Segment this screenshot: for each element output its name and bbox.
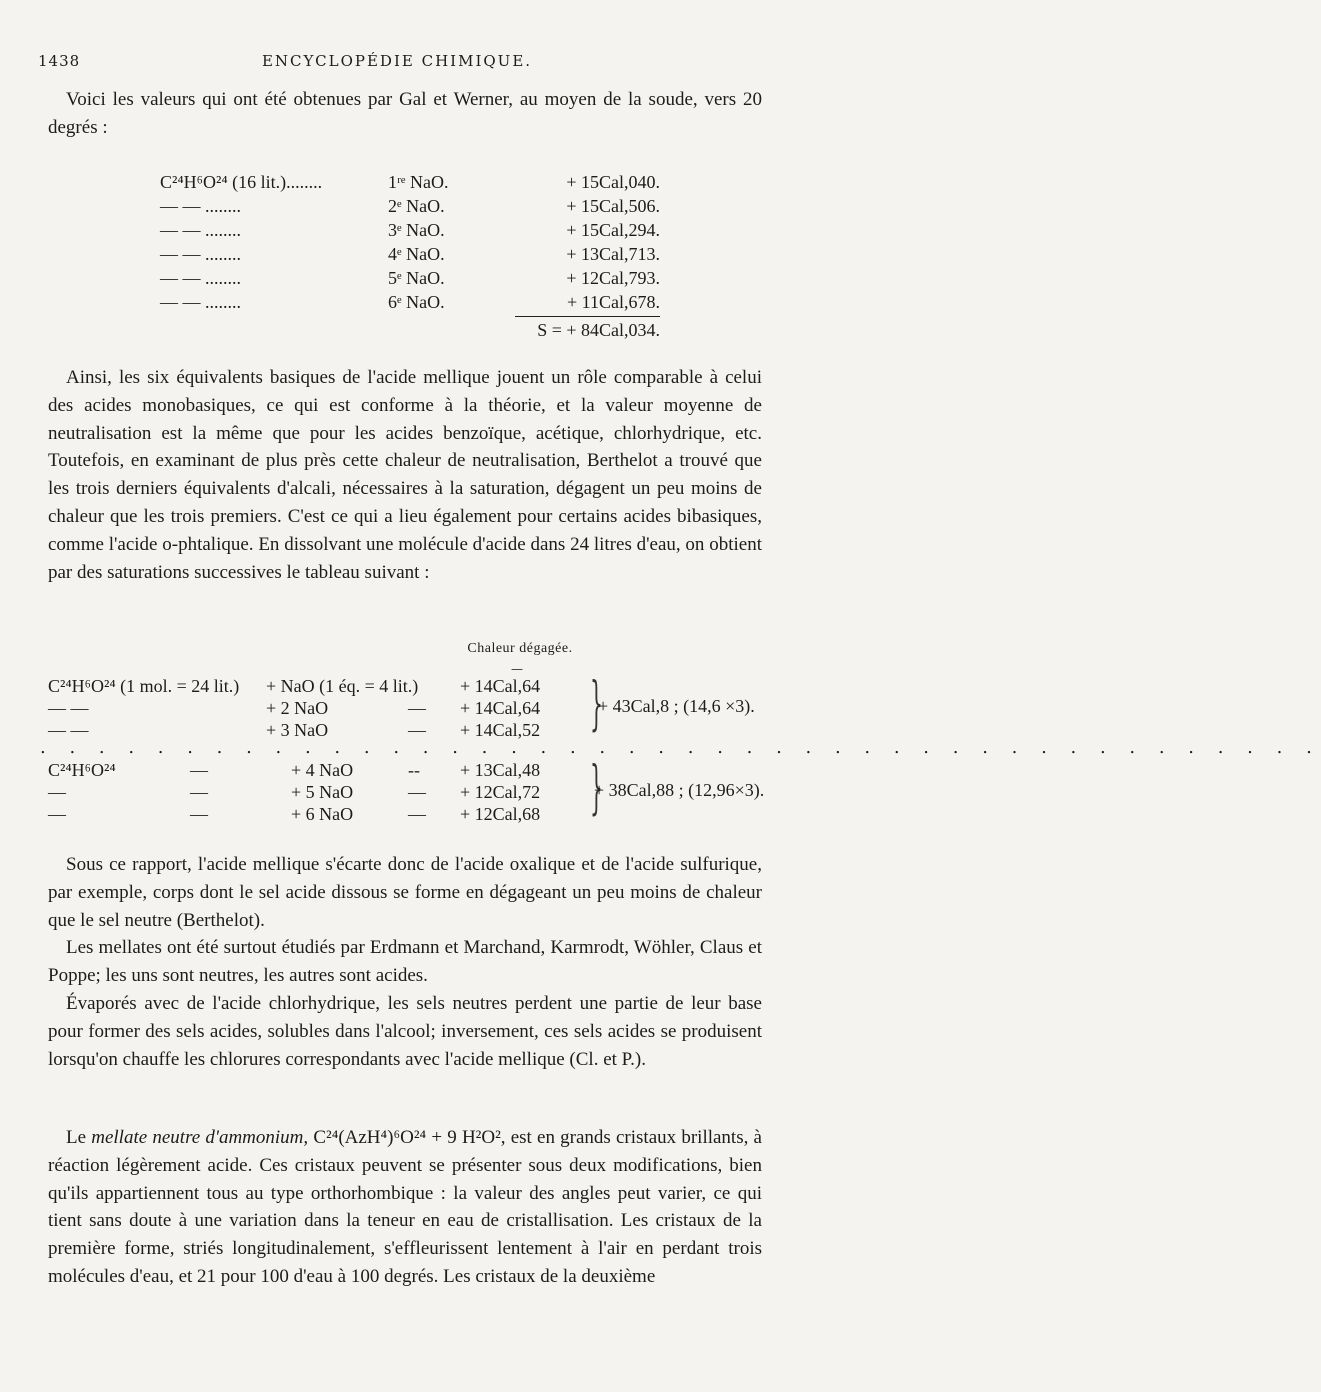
sum-total: S = + 84Cal,034. bbox=[537, 320, 660, 340]
heat-table-cell-a: — — bbox=[48, 720, 89, 740]
heat-table-cell-a2: — bbox=[190, 782, 208, 802]
formula-ammonium-mellate: C²⁴(AzH⁴)⁶O²⁴ + 9 H²O², bbox=[308, 1127, 506, 1148]
group-1-total: + 43Cal,8 ; (14,6 ×3). bbox=[598, 696, 755, 716]
paragraph-mellates-text: Les mellates ont été surtout étudiés par Erdmann et Marchand, Karmrodt, Wöhler, Claus et Poppe; les uns sont neutres, les autres sont acides. bbox=[48, 937, 762, 986]
table1-row bbox=[160, 242, 660, 266]
table1-heat-value: + 15Cal,506. bbox=[566, 196, 660, 216]
table1-row bbox=[160, 170, 660, 194]
heat-table-cell-d: + 14Cal,52 bbox=[460, 720, 541, 740]
heat-table-cell-a2: — bbox=[190, 804, 208, 824]
heat-table-cell-a: — — bbox=[48, 698, 89, 718]
sum-rule bbox=[515, 316, 660, 317]
paragraph-ainsi-text: Ainsi, les six équivalents basiques de l'acide mellique jouent un rôle comparable à celui des acides monobasiques, ce qui est conforme à la théorie, et la valeur moyenne de neutralisation est la même que pour les acides benzoïque, acétique, chlorhydrique, etc. Toutefois, en examinant de plus près cette chaleur de neutralisation, Berthelot a trouvé que les trois derniers équivalents d'alcali, nécessaires à la saturation, dégagent un peu moins de chaleur que les trois premiers. C'est ce qui a lieu également pour certains acides bibasiques, comme l'acide o-phtalique. En dissolvant une molécule d'acide dans 24 litres d'eau, on obtient par des saturations successives le tableau suivant : bbox=[48, 367, 762, 583]
heat-table-cell-c: — bbox=[408, 804, 426, 824]
brace-group-1: } bbox=[589, 669, 603, 737]
heat-column-header: Chaleur dégagée. bbox=[467, 641, 573, 656]
table1-row bbox=[160, 194, 660, 218]
table1-compound: — — ........ bbox=[160, 292, 241, 312]
table1-compound: — — ........ bbox=[160, 220, 241, 240]
paragraph-ainsi bbox=[48, 364, 762, 586]
paragraph-mellates bbox=[48, 934, 762, 990]
heat-table-cell-a: — bbox=[48, 804, 66, 824]
heat-table-cell-d: + 14Cal,64 bbox=[460, 676, 541, 696]
running-title: ENCYCLOPÉDIE CHIMIQUE. bbox=[261, 52, 533, 70]
table1-compound: C²⁴H⁶O²⁴ (16 lit.)........ bbox=[160, 172, 323, 192]
intro-text: Voici les valeurs qui ont été obtenues par Gal et Werner, au moyen de la soude, vers 20 degrés : bbox=[48, 89, 762, 138]
heat-table-cell-c: — bbox=[408, 698, 426, 718]
table1-heat-value: + 11Cal,678. bbox=[567, 292, 660, 312]
table1-equivalent: 2ᵉ NaO. bbox=[388, 196, 445, 216]
paragraph-evapores-text: Évaporés avec de l'acide chlorhydrique, les sels neutres perdent une partie de leur base pour former des sels acides, solubles dans l'alcool; inversement, ces sels acides se produisent lorsqu'on chauffe les chlorures correspondants avec l'acide mellique (Cl. et P.). bbox=[48, 993, 762, 1070]
heat-table-cell-c: — bbox=[408, 782, 426, 802]
table1-equivalent: 3ᵉ NaO. bbox=[388, 220, 445, 240]
para6-lead: Le bbox=[66, 1127, 92, 1148]
heat-table-cell-b: + 4 NaO bbox=[291, 760, 354, 780]
table1-equivalent: 1ʳᵉ NaO. bbox=[388, 172, 449, 192]
paragraph-evapores bbox=[48, 990, 762, 1073]
heat-column-dash: — bbox=[511, 662, 523, 676]
table1-compound: — — ........ bbox=[160, 196, 241, 216]
paragraph-rapport bbox=[48, 851, 762, 934]
brace-group-2: } bbox=[589, 753, 603, 821]
table1-equivalent: 5ᵉ NaO. bbox=[388, 268, 445, 288]
paragraph-mellate-ammonium bbox=[48, 1124, 762, 1291]
heat-table-cell-c: -- bbox=[408, 760, 420, 780]
table1-heat-value: + 15Cal,294. bbox=[566, 220, 660, 240]
intro-paragraph bbox=[48, 86, 762, 142]
heat-table-cell-a2: — bbox=[190, 760, 208, 780]
table1-equivalent: 6ᵉ NaO. bbox=[388, 292, 445, 312]
heat-table-cell-b: + 5 NaO bbox=[291, 782, 354, 802]
heat-table-cell-b: + 3 NaO bbox=[266, 720, 329, 740]
table1-row bbox=[160, 290, 660, 314]
heat-table-cell-d: + 12Cal,68 bbox=[460, 804, 541, 824]
heat-table-cell-d: + 12Cal,72 bbox=[460, 782, 541, 802]
page-header bbox=[38, 52, 756, 76]
heat-table-cell-a: — bbox=[48, 782, 66, 802]
heat-table-cell-c: — bbox=[408, 720, 426, 740]
heat-table-cell-b: + NaO (1 éq. = 4 lit.) bbox=[266, 676, 419, 696]
neutralization-table-gal-werner bbox=[160, 170, 660, 314]
table1-row bbox=[160, 218, 660, 242]
heat-table-cell-a: C²⁴H⁶O²⁴ (1 mol. = 24 lit.) bbox=[48, 676, 240, 696]
paragraph-rapport-text: Sous ce rapport, l'acide mellique s'écarte donc de l'acide oxalique et de l'acide sulfurique, par exemple, corps dont le sel acide dissous se forme en dégageant un peu moins de chaleur que le sel neutre (Berthelot). bbox=[48, 854, 762, 931]
dotted-separator: . . . . . . . . . . . . . . . . . . . . . . . . . . . . . . . . . . . . . . . . . . . . bbox=[40, 737, 1321, 758]
heat-table-cell-a: C²⁴H⁶O²⁴ bbox=[48, 760, 116, 780]
heat-table-cell-b: + 6 NaO bbox=[291, 804, 354, 824]
table1-heat-value: + 15Cal,040. bbox=[566, 172, 660, 192]
table1-compound: — — ........ bbox=[160, 268, 241, 288]
heat-table-row bbox=[36, 802, 776, 826]
term-mellate-neutre: mellate neutre d'ammonium, bbox=[91, 1127, 309, 1148]
table1-compound: — — ........ bbox=[160, 244, 241, 264]
table1-heat-value: + 13Cal,713. bbox=[566, 244, 660, 264]
heat-table-cell-d: + 14Cal,64 bbox=[460, 698, 541, 718]
table1-heat-value: + 12Cal,793. bbox=[566, 268, 660, 288]
table1-equivalent: 4ᵉ NaO. bbox=[388, 244, 445, 264]
group-2-total: + 38Cal,88 ; (12,96×3). bbox=[594, 780, 765, 800]
table1-row bbox=[160, 266, 660, 290]
page-number: 1438 bbox=[38, 52, 81, 70]
para6-rest: est en grands cristaux brillants, à réaction légèrement acide. Ces cristaux peuvent se présenter sous deux modifications, bien qu'ils appartiennent tous au type orthorhombique : la valeur des angles peut varier, ce qui tient sans doute à une variation dans la teneur en eau de cristallisation. Les cristaux de la première forme, striés longitudinalement, s'effleurissent lentement à l'air en perdant trois molécules d'eau, et 21 pour 100 d'eau à 100 degrés. Les cristaux de la deuxième bbox=[48, 1127, 762, 1287]
heat-table-cell-b: + 2 NaO bbox=[266, 698, 329, 718]
heat-table-cell-d: + 13Cal,48 bbox=[460, 760, 541, 780]
